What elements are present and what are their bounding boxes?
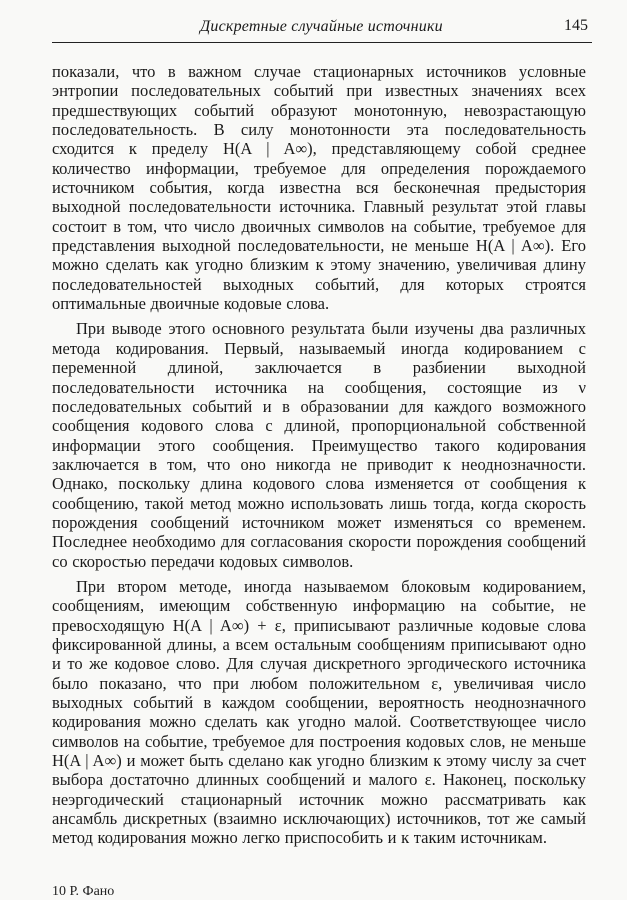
footer-signature: 10 Р. Фано bbox=[52, 884, 115, 899]
body-text bbox=[52, 62, 586, 848]
page-number: 145 bbox=[564, 17, 588, 34]
paragraph-1: показали, что в важном случае стационарных источников условные энтропии последовательных событий при известных значениях всех предшествующих событий образуют монотонную, невозрастающую последовательность. В силу монотонности эта последовательность сходится к пределу H(A | A∞), представляющему собой среднее количество информации, требуемое для определения порождаемого источником события, когда известна вся бесконечная предыстория выходной последовательности источника. Главный результат этой главы состоит в том, что число двоичных символов на событие, требуемое для представления выходной последовательности, не меньше H(A | A∞). Его можно сделать как угодно близким к этому значению, увеличивая длину последовательностей выходных событий, для которых строятся оптимальные двоичные кодовые слова. bbox=[52, 62, 586, 314]
paragraph-2: При выводе этого основного результата были изучены два различных метода кодирования. Первый, называемый иногда кодированием с переменной длиной, заключается в разбиении выходной последовательности источника на сообщения, состоящие из ν последовательных событий и в образовании для каждого возможного сообщения кодового слова с длиной, пропорциональной собственной информации этого сообщения. Преимущество такого кодирования заключается в том, что оно никогда не приводит к неоднозначности. Однако, поскольку длина кодового слова изменяется от сообщения к сообщению, такой метод можно использовать лишь тогда, когда скорость порождения сообщений источником может изменяться со временем. Последнее необходимо для согласования скорости порождения сообщений со скоростью передачи кодовых символов. bbox=[52, 319, 586, 571]
running-title: Дискретные случайные источники bbox=[200, 18, 443, 35]
paragraph-3: При втором методе, иногда называемом блоковым кодированием, сообщениям, имеющим собственную информацию на событие, не превосходящую H(A | A∞) + ε, приписывают различные кодовые слова фиксированной длины, а всем остальным сообщениям приписывают одно и то же кодовое слово. Для случая дискретного эргодического источника было показано, что при любом положительном ε, увеличивая число выходных событий в каждом сообщении, вероятность неоднозначного кодирования можно сделать как угодно малой. Соответствующее число символов на событие, требуемое для построения кодовых слов, не меньше H(A | A∞) и может быть сделано как угодно близким к этому числу за счет выбора достаточно длинных сообщений и малого ε. Наконец, поскольку неэргодический стационарный источник можно рассматривать как ансамбль дискретных (взаимно исключающих) источников, тот же самый метод кодирования можно легко приспособить и к таким источникам. bbox=[52, 576, 586, 848]
page-header bbox=[52, 14, 592, 43]
